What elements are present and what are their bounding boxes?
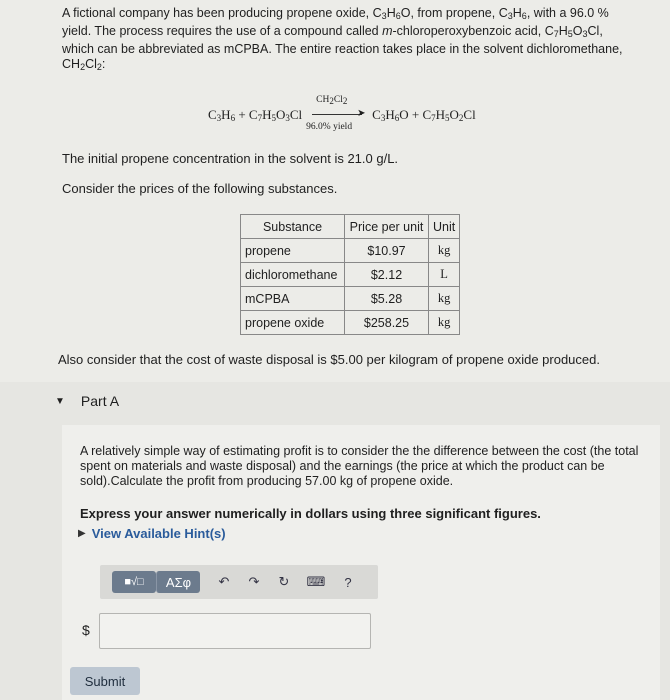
substance-cell: dichloromethane bbox=[241, 263, 345, 287]
price-table bbox=[240, 214, 460, 335]
col-header-price: Price per unit bbox=[345, 215, 429, 239]
initial-concentration: The initial propene concentration in the solvent is 21.0 g/L. bbox=[62, 151, 399, 166]
intro-text: , which can be abbreviated as mCPBA. The entire reaction takes place in the solvent dichloromethane, bbox=[62, 24, 623, 56]
part-a-title: Part A bbox=[80, 393, 120, 409]
equation-plus: + bbox=[408, 107, 423, 122]
unit-cell: kg bbox=[429, 311, 460, 335]
price-cell: $10.97 bbox=[345, 239, 429, 263]
formula-mcpba: $C_7H_5O_3Cl$ bbox=[544, 24, 600, 39]
intro-text: m bbox=[382, 24, 393, 38]
problem-intro bbox=[62, 6, 630, 75]
intro-text: , from propene, bbox=[410, 6, 499, 20]
table-header-row bbox=[241, 215, 460, 239]
equation-reactant-propene: $C_3H_6$ bbox=[208, 107, 236, 123]
col-header-unit: Unit bbox=[429, 215, 460, 239]
substance-cell: mCPBA bbox=[241, 287, 345, 311]
redo-icon[interactable]: ↷ bbox=[248, 574, 260, 589]
unit-cell: kg bbox=[429, 287, 460, 311]
table-row bbox=[241, 311, 460, 335]
collapse-caret-icon: ▼ bbox=[55, 395, 65, 407]
submit-button[interactable]: Submit bbox=[70, 667, 140, 695]
formula-propene-oxide: $C_3H_6O$ bbox=[372, 6, 411, 21]
consider-prices: Consider the prices of the following substances. bbox=[62, 181, 338, 196]
intro-text: A fictional company has been producing propene oxide, bbox=[62, 6, 373, 20]
expand-triangle-icon: ▶ bbox=[78, 528, 86, 539]
arrow-yield-label: 96.0% yield bbox=[306, 122, 353, 132]
intro-text: , with a 96.0 % yield. The process requires the use of a compound called bbox=[62, 6, 609, 38]
help-button[interactable]: ? bbox=[344, 574, 352, 590]
price-cell: $258.25 bbox=[345, 311, 429, 335]
part-a-toggle[interactable] bbox=[55, 393, 119, 409]
arrow-solvent-label: CH2Cl2 bbox=[316, 95, 348, 106]
unit-cell: kg bbox=[429, 239, 460, 263]
keyboard-icon[interactable]: ⌨ bbox=[306, 574, 326, 589]
reaction-arrow bbox=[306, 95, 368, 135]
answer-instruction: Express your answer numerically in dollars using three significant figures. bbox=[80, 506, 541, 521]
col-header-substance: Substance bbox=[241, 215, 345, 239]
greek-symbols-button[interactable]: ΑΣφ bbox=[156, 571, 200, 593]
arrow-head-icon: ➤ bbox=[357, 108, 366, 119]
table-row bbox=[241, 287, 460, 311]
view-hints-link[interactable] bbox=[78, 526, 226, 541]
intro-text: : bbox=[101, 57, 106, 71]
table-row bbox=[241, 263, 460, 287]
formula-solvent: $CH_2Cl_2$ bbox=[62, 57, 102, 72]
equation-product-byproduct: $C_7H_5O_2Cl$ bbox=[422, 107, 476, 123]
table-row bbox=[241, 239, 460, 263]
unit-cell: L bbox=[429, 263, 460, 287]
arrow-line bbox=[312, 114, 362, 115]
answer-input[interactable] bbox=[99, 613, 371, 649]
equation-reactant-mcpba: $C_7H_5O_3Cl$ bbox=[248, 107, 303, 123]
substance-cell: propene oxide bbox=[241, 311, 345, 335]
currency-symbol: $ bbox=[82, 622, 90, 638]
part-a-question: A relatively simple way of estimating profit is to consider the the difference between the cost (the total spent on materials and waste disposal) and the earnings (the price at which the product can be sold).Calculate the profit from producing 57.00 kg of propene oxide. bbox=[80, 444, 639, 488]
reset-icon[interactable]: ↻ bbox=[278, 574, 290, 589]
substance-cell: propene bbox=[241, 239, 345, 263]
formula-propene: $C_3H_6$ bbox=[498, 6, 527, 21]
price-cell: $2.12 bbox=[345, 263, 429, 287]
templates-button[interactable]: ■√□ bbox=[112, 571, 156, 593]
hint-link-label: View Available Hint(s) bbox=[91, 526, 226, 541]
undo-icon[interactable]: ↶ bbox=[218, 574, 230, 589]
reaction-equation bbox=[208, 95, 476, 135]
intro-text: -chloroperoxybenzoic acid, bbox=[392, 24, 545, 38]
price-cell: $5.28 bbox=[345, 287, 429, 311]
equation-product-propene-oxide: $C_3H_6O$ bbox=[372, 107, 409, 123]
equation-plus: + bbox=[235, 107, 249, 122]
waste-disposal-note: Also consider that the cost of waste disposal is $5.00 per kilogram of propene oxide produced. bbox=[58, 352, 600, 367]
